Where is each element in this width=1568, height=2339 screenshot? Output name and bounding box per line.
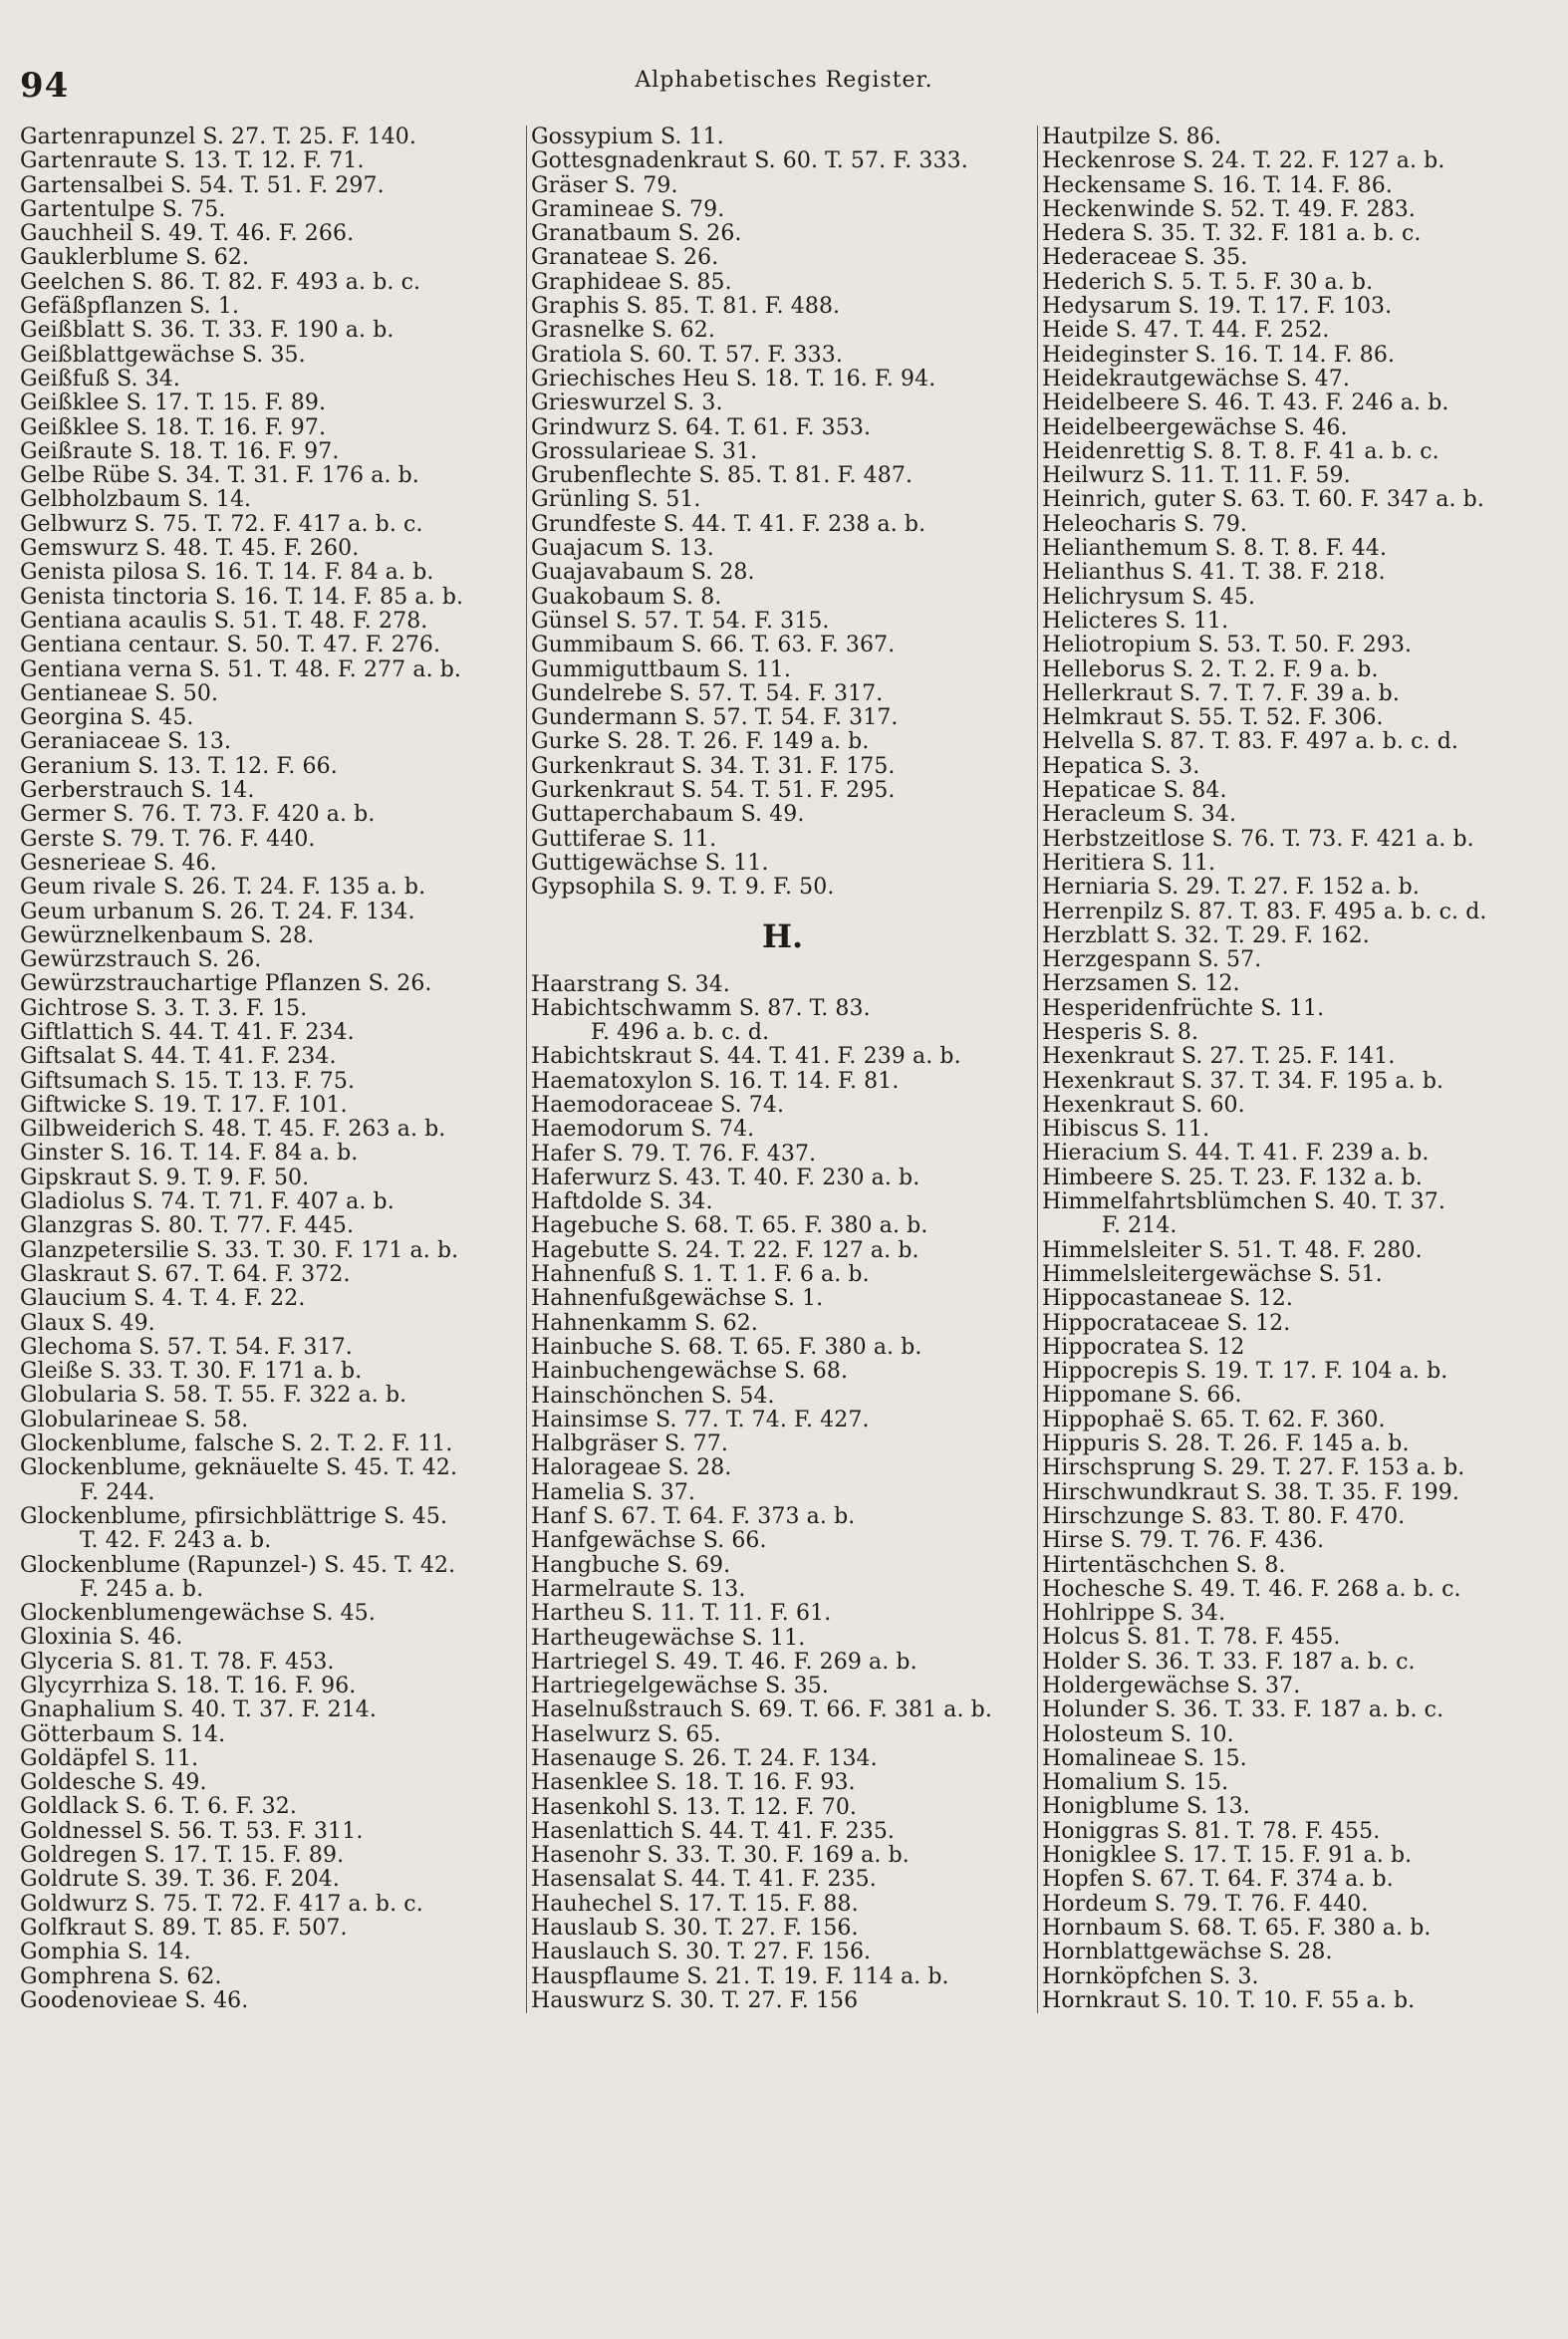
index-entry: Gentiana centaur. S. 50. T. 47. F. 276. (20, 633, 441, 658)
index-entry: Heckensame S. 16. T. 14. F. 86. (1042, 172, 1393, 198)
index-entry: Heidelbeergewächse S. 46. (1042, 414, 1348, 440)
index-entry: Hornbaum S. 68. T. 65. F. 380 a. b. (1042, 1915, 1432, 1941)
index-entry: Glockenblume, falsche S. 2. T. 2. F. 11. (20, 1431, 453, 1457)
index-entry: Grieswurzel S. 3. (531, 390, 723, 416)
index-entry: Hexenkraut S. 37. T. 34. F. 195 a. b. (1042, 1068, 1444, 1094)
index-entry: Goldwurz S. 75. T. 72. F. 417 a. b. c. (20, 1891, 423, 1917)
index-entry: Helmkraut S. 55. T. 52. F. 306. (1042, 705, 1384, 731)
index-entry: Haferwurz S. 43. T. 40. F. 230 a. b. (531, 1165, 920, 1190)
index-entry: Gelbholzbaum S. 14. (20, 487, 252, 513)
index-entry: Glaucium S. 4. T. 4. F. 22. (20, 1286, 306, 1312)
index-entry: Gemswurz S. 48. T. 45. F. 260. (20, 536, 360, 562)
index-entry: Heidelbeere S. 46. T. 43. F. 246 a. b. (1042, 390, 1449, 416)
index-entry: Gypsophila S. 9. T. 9. F. 50. (531, 875, 835, 901)
index-entry: Honiggras S. 81. T. 78. F. 455. (1042, 1818, 1381, 1844)
index-entry: Herzgespann S. 57. (1042, 947, 1262, 973)
index-entry: Herzblatt S. 32. T. 29. F. 162. (1042, 922, 1370, 948)
index-entry: Gnaphalium S. 40. T. 37. F. 214. (20, 1697, 377, 1723)
index-entry: Hahnenfuß S. 1. T. 1. F. 6 a. b. (531, 1262, 870, 1288)
index-entry: Hirschsprung S. 29. T. 27. F. 153 a. b. (1042, 1455, 1465, 1481)
index-entry (20, 1456, 513, 1505)
index-entry: Glaux S. 49. (20, 1310, 155, 1336)
index-entry: Granatbaum S. 26. (531, 221, 742, 247)
index-entry: Glycyrrhiza S. 18. T. 16. F. 96. (20, 1674, 357, 1698)
index-entry: Hanfgewächse S. 66. (531, 1528, 767, 1554)
index-entry: Gladiolus S. 74. T. 71. F. 407 a. b. (20, 1189, 394, 1215)
index-entry: Hauhechel S. 17. T. 15. F. 88. (531, 1891, 859, 1917)
index-entry: Gurkenkraut S. 54. T. 51. F. 295. (531, 778, 896, 804)
index-entry-continuation: F. 496 a. b. c. d. (591, 1020, 770, 1046)
index-entry: Globularineae S. 58. (20, 1407, 249, 1432)
index-entry: Georgina S. 45. (20, 705, 194, 731)
index-entry: Hahnenfußgewächse S. 1. (531, 1286, 824, 1312)
index-entry: Hagebuche S. 68. T. 65. F. 380 a. b. (531, 1213, 928, 1239)
index-entry (20, 1554, 513, 1603)
index-entry: Herniaria S. 29. T. 27. F. 152 a. b. (1042, 875, 1420, 901)
index-entry: Guajavabaum S. 28. (531, 560, 755, 586)
index-entry: Homalineae S. 15. (1042, 1745, 1247, 1771)
index-entry (1042, 1190, 1565, 1239)
index-entry-text: Glockenblume (Rapunzel-) S. 45. T. 42. (20, 1552, 456, 1578)
index-entry (20, 1505, 513, 1554)
index-entry: Genista tinctoria S. 16. T. 14. F. 85 a. b. (20, 584, 464, 610)
index-entry: Giftsumach S. 15. T. 13. F. 75. (20, 1068, 356, 1094)
index-entry: Hainschönchen S. 54. (531, 1383, 775, 1409)
index-entry: Gloxinia S. 46. (20, 1625, 183, 1651)
index-entry: Grindwurz S. 64. T. 61. F. 353. (531, 414, 872, 440)
index-entry: Hartriegelgewächse S. 35. (531, 1674, 829, 1699)
column-1 (20, 126, 513, 2013)
index-entry: Glyceria S. 81. T. 78. F. 453. (20, 1649, 335, 1675)
index-entry: Geum urbanum S. 26. T. 24. F. 134. (20, 899, 415, 924)
index-entry: Gartenrapunzel S. 27. T. 25. F. 140. (20, 125, 416, 149)
index-entry: Hopfen S. 67. T. 64. F. 374 a. b. (1042, 1867, 1394, 1893)
entry-list (531, 973, 1034, 2014)
index-entry: Ginster S. 16. T. 14. F. 84 a. b. (20, 1141, 359, 1167)
index-entry: Glanzpetersilie S. 33. T. 30. F. 171 a. b. (20, 1237, 459, 1263)
index-entry: Guttiferae S. 11. (531, 826, 717, 852)
index-entry: Gichtrose S. 3. T. 3. F. 15. (20, 995, 308, 1021)
index-entry: Hexenkraut S. 27. T. 25. F. 141. (1042, 1044, 1396, 1070)
index-entry: Gottesgnadenkraut S. 60. T. 57. F. 333. (531, 148, 968, 174)
index-entry: Holunder S. 36. T. 33. F. 187 a. b. c. (1042, 1697, 1444, 1723)
index-entry: Hartheu S. 11. T. 11. F. 61. (531, 1601, 832, 1627)
index-entry-text: Glockenblume, pfirsichblättrige S. 45. (20, 1503, 448, 1529)
index-entry: Hornblattgewächse S. 28. (1042, 1940, 1333, 1965)
index-entry: Himmelsleitergewächse S. 51. (1042, 1261, 1383, 1287)
index-entry: Gomphrena S. 62. (20, 1963, 222, 1989)
index-entry: Hippophaë S. 65. T. 62. F. 360. (1042, 1407, 1386, 1432)
index-entry: Gossypium S. 11. (531, 125, 724, 149)
index-entry: Herrenpilz S. 87. T. 83. F. 495 a. b. c. d. (1042, 899, 1487, 924)
index-entry: Helicteres S. 11. (1042, 608, 1229, 634)
index-entry: Hartriegel S. 49. T. 46. F. 269 a. b. (531, 1649, 917, 1675)
index-entry: Hesperidenfrüchte S. 11. (1042, 995, 1325, 1021)
entry-list (20, 126, 513, 2013)
entry-list (531, 126, 1034, 901)
index-entry: Hibiscus S. 11. (1042, 1117, 1210, 1143)
index-entry: Gentianeae S. 50. (20, 680, 219, 706)
index-entry: Hippuris S. 28. T. 26. F. 145 a. b. (1042, 1431, 1410, 1457)
index-entry: Grasnelke S. 62. (531, 318, 715, 344)
index-entry: Gewürznelkenbaum S. 28. (20, 922, 315, 948)
index-entry: Grubenflechte S. 85. T. 81. F. 487. (531, 463, 914, 489)
index-entry-text: Glockenblume, geknäuelte S. 45. T. 42. (20, 1455, 458, 1481)
index-entry: Hippocastaneae S. 12. (1042, 1286, 1293, 1312)
index-entry: Heckenwinde S. 52. T. 49. F. 283. (1042, 196, 1416, 222)
index-entry: Heinrich, guter S. 63. T. 60. F. 347 a. b. (1042, 487, 1484, 513)
index-entry: Guttigewächse S. 11. (531, 850, 769, 876)
index-entry: Hamelia S. 37. (531, 1479, 696, 1505)
index-entry: Geißklee S. 18. T. 16. F. 97. (20, 414, 327, 440)
index-entry: Hautpilze S. 86. (1042, 125, 1221, 149)
index-entry: Gewürzstrauch S. 26. (20, 947, 262, 973)
index-entry: Haemodoraceae S. 74. (531, 1092, 785, 1118)
index-entry: Geranium S. 13. T. 12. F. 66. (20, 753, 338, 779)
index-entry: Gartenraute S. 13. T. 12. F. 71. (20, 148, 365, 174)
index-entry: Heide S. 47. T. 44. F. 252. (1042, 318, 1330, 344)
index-entry: Hahnenkamm S. 62. (531, 1310, 758, 1336)
index-entry: Geißraute S. 18. T. 16. F. 97. (20, 438, 340, 464)
index-entry: Gentiana verna S. 51. T. 48. F. 277 a. b. (20, 656, 462, 682)
index-entry: Günsel S. 57. T. 54. F. 315. (531, 608, 830, 634)
index-entry: Goldlack S. 6. T. 6. F. 32. (20, 1794, 297, 1820)
index-entry: Gummibaum S. 66. T. 63. F. 367. (531, 633, 896, 658)
index-entry: Haarstrang S. 34. (531, 971, 730, 997)
index-entry: Hirse S. 79. T. 76. F. 436. (1042, 1528, 1325, 1554)
index-entry: Hippocratea S. 12 (1042, 1334, 1245, 1360)
index-entry: Gramineae S. 79. (531, 196, 725, 222)
index-entry: Hippomane S. 66. (1042, 1383, 1242, 1409)
index-entry: Gurkenkraut S. 34. T. 31. F. 175. (531, 753, 896, 779)
index-entry: Holdergewächse S. 37. (1042, 1674, 1301, 1698)
index-entry: Goldnessel S. 56. T. 53. F. 311. (20, 1818, 364, 1844)
index-entry: Hauslaub S. 30. T. 27. F. 156. (531, 1916, 859, 1942)
index-entry: Hartheugewächse S. 11. (531, 1625, 806, 1651)
index-entry: Herbstzeitlose S. 76. T. 73. F. 421 a. b. (1042, 826, 1474, 852)
index-entry: Griechisches Heu S. 18. T. 16. F. 94. (531, 366, 936, 391)
index-entry-text: Habichtschwamm S. 87. T. 83. (531, 995, 871, 1021)
index-entry: Haselnußstrauch S. 69. T. 66. F. 381 a. b. (531, 1697, 992, 1723)
index-entry: Gomphia S. 14. (20, 1940, 191, 1965)
index-entry-text: Himmelfahrtsblümchen S. 40. T. 37. (1042, 1189, 1445, 1215)
section-heading-h: H. (761, 916, 804, 955)
index-entry: Gelbwurz S. 75. T. 72. F. 417 a. b. c. (20, 511, 423, 537)
index-entry: Geißblattgewächse S. 35. (20, 342, 306, 368)
entry-list (1042, 126, 1565, 2013)
index-entry: Hirschzunge S. 83. T. 80. F. 470. (1042, 1503, 1406, 1529)
index-entry: Holder S. 36. T. 33. F. 187 a. b. c. (1042, 1649, 1416, 1675)
index-entry: Hohlrippe S. 34. (1042, 1601, 1226, 1627)
index-entry: Götterbaum S. 14. (20, 1721, 226, 1747)
index-entry: Holosteum S. 10. (1042, 1721, 1234, 1747)
index-entry: Geißfuß S. 34. (20, 366, 180, 391)
index-entry: Holcus S. 81. T. 78. F. 455. (1042, 1625, 1341, 1651)
index-entry: Gartensalbei S. 54. T. 51. F. 297. (20, 172, 385, 198)
index-entry: Himbeere S. 25. T. 23. F. 132 a. b. (1042, 1165, 1423, 1190)
index-entry: Gilbweiderich S. 48. T. 45. F. 263 a. b. (20, 1117, 446, 1143)
index-entry: Helianthus S. 41. T. 38. F. 218. (1042, 560, 1386, 586)
index-entry: Haematoxylon S. 16. T. 14. F. 81. (531, 1068, 900, 1094)
index-entry: Glockenblumengewächse S. 45. (20, 1601, 376, 1627)
index-entry: Gundelrebe S. 57. T. 54. F. 317. (531, 680, 884, 706)
index-entry: Hirtentäschchen S. 8. (1042, 1552, 1286, 1578)
index-entry: Glanzgras S. 80. T. 77. F. 445. (20, 1213, 355, 1239)
index-entry: Hasensalat S. 44. T. 41. F. 235. (531, 1867, 877, 1893)
index-entry: Gerste S. 79. T. 76. F. 440. (20, 826, 316, 852)
index-entry: Heritiera S. 11. (1042, 850, 1216, 876)
index-entry: Hedysarum S. 19. T. 17. F. 103. (1042, 294, 1393, 320)
index-entry: Habichtskraut S. 44. T. 41. F. 239 a. b. (531, 1044, 961, 1070)
index-entry: Globularia S. 58. T. 55. F. 322 a. b. (20, 1383, 407, 1409)
index-entry: Grundfeste S. 44. T. 41. F. 238 a. b. (531, 511, 926, 537)
index-entry: Hasenohr S. 33. T. 30. F. 169 a. b. (531, 1843, 910, 1869)
index-entry: Helvella S. 87. T. 83. F. 497 a. b. c. d. (1042, 729, 1458, 755)
index-entry: Goldäpfel S. 11. (20, 1745, 199, 1771)
index-entry: Halorageae S. 28. (531, 1455, 732, 1481)
index-entry: Geelchen S. 86. T. 82. F. 493 a. b. c. (20, 269, 421, 295)
index-entry: Hieracium S. 44. T. 41. F. 239 a. b. (1042, 1141, 1430, 1167)
index-entry: Giftlattich S. 44. T. 41. F. 234. (20, 1019, 355, 1045)
index-entry: Haemodorum S. 74. (531, 1117, 755, 1143)
index-entry-continuation: F. 214. (1102, 1213, 1177, 1239)
index-entry: Hangbuche S. 69. (531, 1552, 731, 1578)
index-entry: Graphis S. 85. T. 81. F. 488. (531, 294, 841, 320)
index-entry: Hepaticae S. 84. (1042, 778, 1227, 804)
index-entry: Hagebutte S. 24. T. 22. F. 127 a. b. (531, 1237, 919, 1263)
index-entry: Gipskraut S. 9. T. 9. F. 50. (20, 1165, 310, 1190)
running-header: Alphabetisches Register. (635, 68, 933, 93)
index-entry: Heleocharis S. 79. (1042, 511, 1248, 537)
index-entry: Hasenauge S. 26. T. 24. F. 134. (531, 1746, 878, 1771)
index-entry: Hippocrepis S. 19. T. 17. F. 104 a. b. (1042, 1359, 1448, 1385)
index-entry: Helleborus S. 2. T. 2. F. 9 a. b. (1042, 656, 1379, 682)
index-entry: Hornkraut S. 10. T. 10. F. 55 a. b. (1042, 1987, 1416, 2013)
index-entry: Gummiguttbaum S. 11. (531, 656, 791, 682)
index-entry: Hasenklee S. 18. T. 16. F. 93. (531, 1770, 856, 1796)
index-entry: Hanf S. 67. T. 64. F. 373 a. b. (531, 1504, 856, 1530)
index-entry: Hainbuchengewächse S. 68. (531, 1359, 849, 1385)
index-entry: Geraniaceae S. 13. (20, 729, 232, 755)
index-entry: Grossularieae S. 31. (531, 438, 758, 464)
index-entry: Hellerkraut S. 7. T. 7. F. 39 a. b. (1042, 680, 1400, 706)
index-entry: Gurke S. 28. T. 26. F. 149 a. b. (531, 729, 870, 755)
index-entry: Hippocrataceae S. 12. (1042, 1310, 1291, 1336)
page-number: 94 (20, 66, 70, 106)
index-entry (531, 997, 1034, 1046)
index-entry: Helichrysum S. 45. (1042, 584, 1256, 610)
index-entry: Glaskraut S. 67. T. 64. F. 372. (20, 1261, 351, 1287)
index-entry: Goldrute S. 39. T. 36. F. 204. (20, 1867, 340, 1893)
index-entry: Hainbuche S. 68. T. 65. F. 380 a. b. (531, 1334, 922, 1360)
index-entry: Gauchheil S. 49. T. 46. F. 266. (20, 221, 355, 247)
index-entry-continuation: F. 245 a. b. (80, 1576, 204, 1602)
index-entry: Geißklee S. 17. T. 15. F. 89. (20, 390, 327, 416)
index-entry: Gewürzstrauchartige Pflanzen S. 26. (20, 971, 432, 997)
index-entry: Genista pilosa S. 16. T. 14. F. 84 a. b. (20, 560, 434, 586)
index-entry: Hainsimse S. 77. T. 74. F. 427. (531, 1407, 870, 1432)
column-3 (1037, 126, 1565, 2013)
index-entry: Gefäßpflanzen S. 1. (20, 294, 240, 320)
index-entry: Geißblatt S. 36. T. 33. F. 190 a. b. (20, 318, 394, 344)
index-entry: Geum rivale S. 26. T. 24. F. 135 a. b. (20, 875, 426, 901)
index-entry: Hauspflaume S. 21. T. 19. F. 114 a. b. (531, 1963, 949, 1989)
index-entry: Heidekrautgewächse S. 47. (1042, 366, 1350, 391)
index-entry: Gerberstrauch S. 14. (20, 778, 255, 804)
index-entry: Gräser S. 79. (531, 172, 678, 198)
index-entry: Goodenovieae S. 46. (20, 1987, 249, 2013)
index-entry: Haftdolde S. 34. (531, 1189, 713, 1215)
index-entry: Honigklee S. 17. T. 15. F. 91 a. b. (1042, 1843, 1413, 1869)
index-entry: Helianthemum S. 8. T. 8. F. 44. (1042, 536, 1388, 562)
index-entry: Golfkraut S. 89. T. 85. F. 507. (20, 1915, 348, 1941)
index-entry: Homalium S. 15. (1042, 1770, 1229, 1796)
index-entry: Hasenlattich S. 44. T. 41. F. 235. (531, 1818, 896, 1844)
index-entry: Graphideae S. 85. (531, 269, 732, 295)
index-entry: Honigblume S. 13. (1042, 1794, 1250, 1820)
index-entry: Hederaceae S. 35. (1042, 245, 1248, 271)
index-entry: Harmelraute S. 13. (531, 1576, 746, 1602)
index-entry: Giftsalat S. 44. T. 41. F. 234. (20, 1044, 337, 1070)
index-entry: Hauswurz S. 30. T. 27. F. 156 (531, 1987, 859, 2013)
index-entry: Haselwurz S. 65. (531, 1721, 721, 1747)
index-entry: Gentiana acaulis S. 51. T. 48. F. 278. (20, 608, 428, 634)
index-entry: Hederich S. 5. T. 5. F. 30 a. b. (1042, 269, 1374, 295)
index-entry: Heideginster S. 16. T. 14. F. 86. (1042, 342, 1396, 368)
index-entry: Hepatica S. 3. (1042, 753, 1200, 779)
index-entry: Hordeum S. 79. T. 76. F. 440. (1042, 1891, 1369, 1917)
index-entry: Gelbe Rübe S. 34. T. 31. F. 176 a. b. (20, 463, 419, 489)
index-entry: Heidenrettig S. 8. T. 8. F. 41 a. b. c. (1042, 438, 1439, 464)
index-entry: Hesperis S. 8. (1042, 1019, 1199, 1045)
index-entry: Gleiße S. 33. T. 30. F. 171 a. b. (20, 1359, 363, 1385)
index-entry: Grünling S. 51. (531, 487, 701, 513)
index-entry: Granateae S. 26. (531, 245, 719, 271)
index-entry-continuation: T. 42. F. 243 a. b. (80, 1528, 272, 1554)
index-entry: Hornköpfchen S. 3. (1042, 1963, 1259, 1989)
index-entry: Guakobaum S. 8. (531, 584, 722, 610)
index-entry: Himmelsleiter S. 51. T. 48. F. 280. (1042, 1237, 1423, 1263)
index-entry: Guttaperchabaum S. 49. (531, 802, 805, 828)
index-entry: Gratiola S. 60. T. 57. F. 333. (531, 342, 843, 368)
index-entry: Guajacum S. 13. (531, 536, 714, 562)
index-entry: Gartentulpe S. 75. (20, 196, 226, 222)
index-entry: Halbgräser S. 77. (531, 1431, 728, 1457)
index-entry: Hasenkohl S. 13. T. 12. F. 70. (531, 1794, 858, 1820)
index-entry-continuation: F. 244. (80, 1479, 155, 1505)
index-entry: Goldregen S. 17. T. 15. F. 89. (20, 1843, 345, 1869)
index-entry: Hexenkraut S. 60. (1042, 1092, 1245, 1118)
index-entry: Giftwicke S. 19. T. 17. F. 101. (20, 1092, 348, 1118)
index-entry: Hedera S. 35. T. 32. F. 181 a. b. c. (1042, 221, 1422, 247)
index-entry: Heracleum S. 34. (1042, 802, 1237, 828)
index-entry: Gauklerblume S. 62. (20, 245, 250, 271)
index-entry: Heilwurz S. 11. T. 11. F. 59. (1042, 463, 1351, 489)
index-entry: Gundermann S. 57. T. 54. F. 317. (531, 705, 899, 731)
index-entry: Herzsamen S. 12. (1042, 971, 1240, 997)
index-entry: Gesnerieae S. 46. (20, 850, 217, 876)
index-entry: Hirschwundkraut S. 38. T. 35. F. 199. (1042, 1479, 1459, 1505)
index-entry: Glechoma S. 57. T. 54. F. 317. (20, 1334, 353, 1360)
index-entry: Germer S. 76. T. 73. F. 420 a. b. (20, 802, 376, 828)
column-2 (526, 126, 1034, 2013)
index-entry: Hochesche S. 49. T. 46. F. 268 a. b. c. (1042, 1576, 1461, 1602)
index-entry: Hafer S. 79. T. 76. F. 437. (531, 1141, 817, 1167)
index-entry: Hauslauch S. 30. T. 27. F. 156. (531, 1940, 872, 1965)
index-entry: Heckenrose S. 24. T. 22. F. 127 a. b. (1042, 148, 1445, 174)
index-entry: Goldesche S. 49. (20, 1770, 207, 1796)
index-entry: Heliotropium S. 53. T. 50. F. 293. (1042, 633, 1413, 658)
